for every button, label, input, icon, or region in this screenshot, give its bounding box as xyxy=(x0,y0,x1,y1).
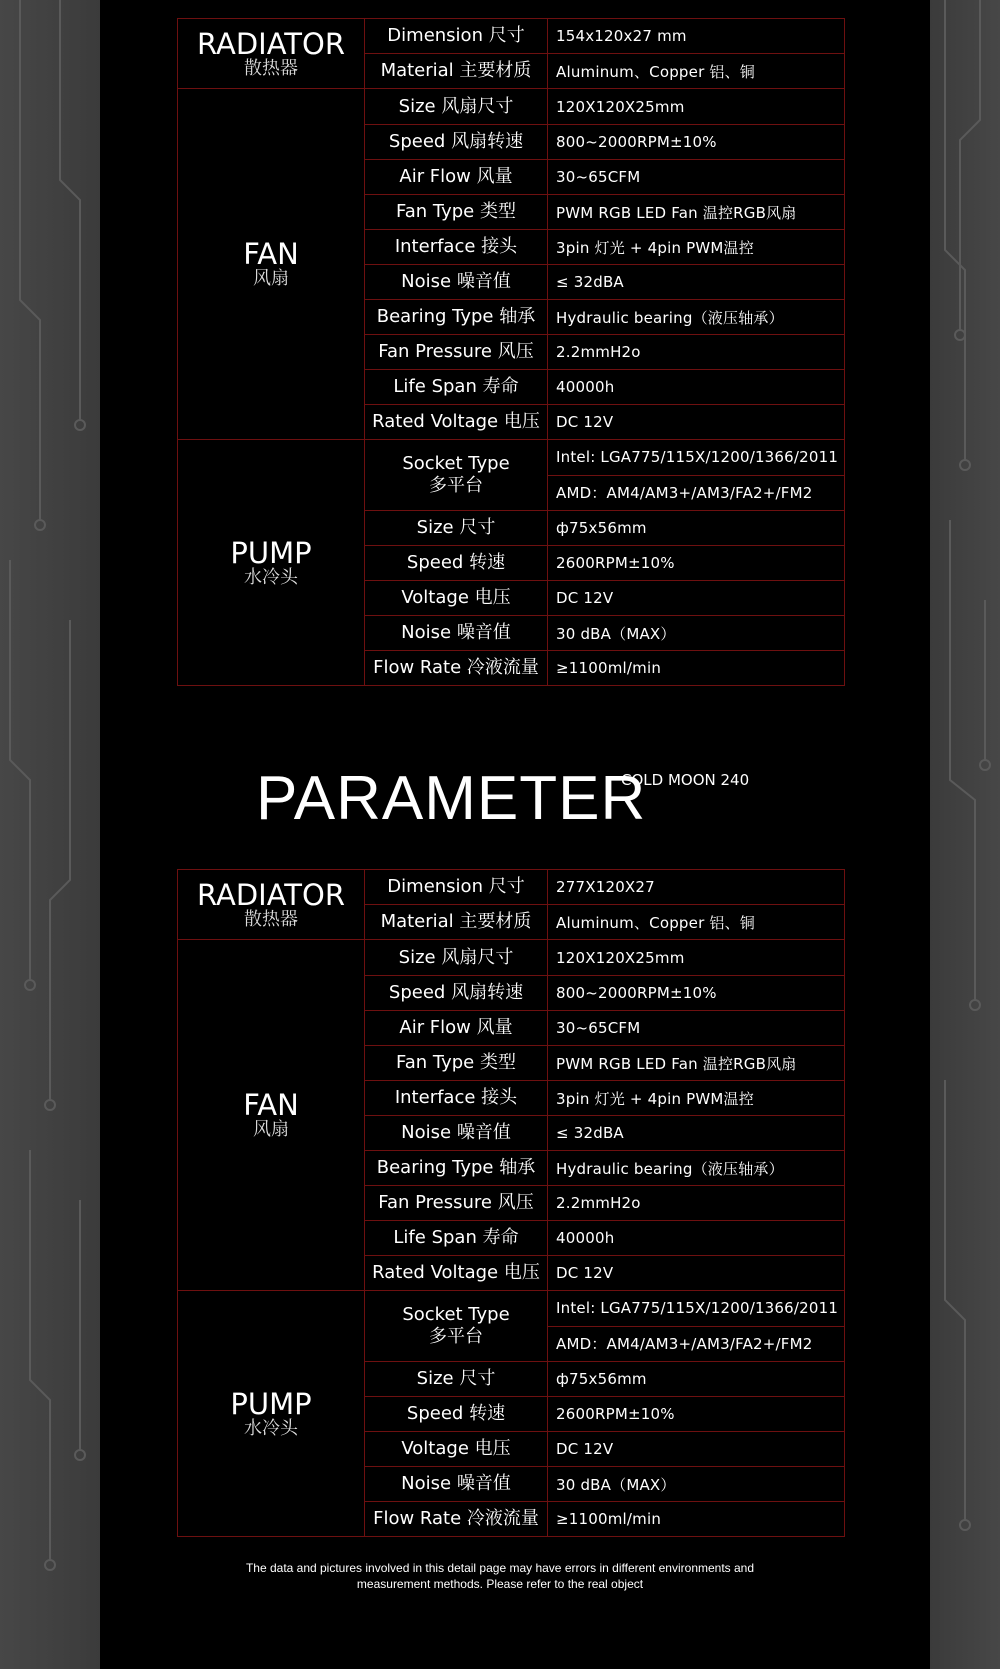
table-row xyxy=(178,870,845,905)
spec-value: 2.2mmH2o xyxy=(548,1186,845,1221)
table-row xyxy=(178,440,845,511)
spec-value: DC 12V xyxy=(548,1256,845,1291)
spec-value: ≥1100ml/min xyxy=(548,1502,845,1537)
socket-intel: Intel: LGA775/115X/1200/1366/2011 xyxy=(556,1299,839,1318)
spec-label: Dimension 尺寸 xyxy=(365,870,548,905)
fan-group xyxy=(178,89,365,440)
spec-label: Noise 噪音值 xyxy=(365,616,548,651)
socket-values xyxy=(548,1291,845,1362)
spec-value: Hydraulic bearing（液压轴承） xyxy=(548,1151,845,1186)
socket-amd: AMD：AM4/AM3+/AM3/FA2+/FM2 xyxy=(548,1326,844,1362)
table-row xyxy=(178,89,845,125)
group-title: FAN xyxy=(243,237,299,271)
spec-value: 120X120X25mm xyxy=(548,940,845,976)
spec-value: PWM RGB LED Fan 温控RGB风扇 xyxy=(548,1046,845,1081)
spec-value: 277X120X27 xyxy=(548,870,845,905)
pump-group xyxy=(178,440,365,686)
spec-label: Bearing Type 轴承 xyxy=(365,300,548,335)
group-subtitle: 风扇 xyxy=(253,1119,289,1140)
spec-value: DC 12V xyxy=(548,405,845,440)
spec-label: Interface 接头 xyxy=(365,1081,548,1116)
pump-group xyxy=(178,1291,365,1537)
spec-value: ф75x56mm xyxy=(548,1362,845,1397)
spec-label: Fan Pressure 风压 xyxy=(365,1186,548,1221)
socket-type-label xyxy=(365,1291,548,1362)
table-row xyxy=(178,1291,845,1362)
spec-label: Interface 接头 xyxy=(365,230,548,265)
spec-value: ≥1100ml/min xyxy=(548,651,845,686)
spec-label: Rated Voltage 电压 xyxy=(365,1256,548,1291)
spec-label: Noise 噪音值 xyxy=(365,265,548,300)
group-title: RADIATOR xyxy=(197,26,345,61)
spec-value: 30 dBA（MAX） xyxy=(548,1467,845,1502)
spec-label: Air Flow 风量 xyxy=(365,1011,548,1046)
spec-label: Material 主要材质 xyxy=(365,54,548,89)
page-title: PARAMETER xyxy=(256,764,647,833)
spec-value: DC 12V xyxy=(548,581,845,616)
spec-label: Air Flow 风量 xyxy=(365,160,548,195)
circuit-pattern-right xyxy=(930,0,1000,1669)
spec-label: Size 尺寸 xyxy=(365,1362,548,1397)
group-subtitle: 风扇 xyxy=(253,268,289,289)
left-circuit-panel xyxy=(0,0,100,1669)
spec-label: Flow Rate 冷液流量 xyxy=(365,651,548,686)
socket-intel: Intel: LGA775/115X/1200/1366/2011 xyxy=(556,448,839,467)
spec-label: Voltage 电压 xyxy=(365,1432,548,1467)
spec-value: Hydraulic bearing（液压轴承） xyxy=(548,300,845,335)
spec-label: Dimension 尺寸 xyxy=(365,19,548,54)
table-row xyxy=(178,19,845,54)
spec-label: Bearing Type 轴承 xyxy=(365,1151,548,1186)
spec-value: 40000h xyxy=(548,1221,845,1256)
spec-value: 120X120X25mm xyxy=(548,89,845,125)
model-name: COLD MOON 240 xyxy=(621,771,750,789)
right-circuit-panel xyxy=(930,0,1000,1669)
spec-label: Size 风扇尺寸 xyxy=(365,940,548,976)
disclaimer-text: The data and pictures involved in this detail page may have errors in different environments and measurement methods. Please refer to the real object xyxy=(245,1561,755,1591)
spec-value: ≤ 32dBA xyxy=(548,265,845,300)
socket-label-cn: 多平台 xyxy=(429,475,483,496)
table-row xyxy=(178,940,845,976)
spec-value: 30 dBA（MAX） xyxy=(548,616,845,651)
spec-label: Size 尺寸 xyxy=(365,511,548,546)
spec-value: Aluminum、Copper 铝、铜 xyxy=(548,905,845,940)
group-title: PUMP xyxy=(230,535,312,570)
spec-value: 154x120x27 mm xyxy=(548,19,845,54)
spec-label: Noise 噪音值 xyxy=(365,1116,548,1151)
circuit-pattern-left xyxy=(0,0,100,1669)
spec-label: Life Span 寿命 xyxy=(365,370,548,405)
spec-value: 2.2mmH2o xyxy=(548,335,845,370)
spec-label: Rated Voltage 电压 xyxy=(365,405,548,440)
group-subtitle: 水冷头 xyxy=(244,1417,298,1439)
spec-value: 2600RPM±10% xyxy=(548,546,845,581)
spec-label: Noise 噪音值 xyxy=(365,1467,548,1502)
socket-label-en: Socket Type xyxy=(402,1304,510,1325)
socket-amd: AMD：AM4/AM3+/AM3/FA2+/FM2 xyxy=(548,475,844,511)
spec-value: 30~65CFM xyxy=(548,160,845,195)
spec-table-1 xyxy=(177,18,845,686)
spec-value: DC 12V xyxy=(548,1432,845,1467)
fan-group xyxy=(178,940,365,1291)
socket-label-en: Socket Type xyxy=(402,453,510,474)
group-subtitle: 散热器 xyxy=(244,908,298,930)
spec-label: Speed 转速 xyxy=(365,1397,548,1432)
spec-value: ф75x56mm xyxy=(548,511,845,546)
spec-value: PWM RGB LED Fan 温控RGB风扇 xyxy=(548,195,845,230)
spec-label: Flow Rate 冷液流量 xyxy=(365,1502,548,1537)
group-title: PUMP xyxy=(230,1386,312,1421)
spec-value: 30~65CFM xyxy=(548,1011,845,1046)
spec-label: Fan Pressure 风压 xyxy=(365,335,548,370)
spec-label: Life Span 寿命 xyxy=(365,1221,548,1256)
spec-value: 800~2000RPM±10% xyxy=(548,125,845,160)
spec-label: Size 风扇尺寸 xyxy=(365,89,548,125)
socket-values xyxy=(548,440,845,511)
spec-value: ≤ 32dBA xyxy=(548,1116,845,1151)
spec-label: Speed 风扇转速 xyxy=(365,125,548,160)
spec-table-2 xyxy=(177,869,845,1537)
spec-value: 3pin 灯光 + 4pin PWM温控 xyxy=(548,230,845,265)
socket-label-cn: 多平台 xyxy=(429,1326,483,1347)
group-title: RADIATOR xyxy=(197,877,345,912)
radiator-group xyxy=(178,870,365,940)
spec-label: Fan Type 类型 xyxy=(365,195,548,230)
spec-label: Fan Type 类型 xyxy=(365,1046,548,1081)
group-subtitle: 散热器 xyxy=(244,57,298,79)
spec-value: Aluminum、Copper 铝、铜 xyxy=(548,54,845,89)
spec-label: Speed 风扇转速 xyxy=(365,976,548,1011)
spec-label: Material 主要材质 xyxy=(365,905,548,940)
spec-value: 2600RPM±10% xyxy=(548,1397,845,1432)
spec-value: 40000h xyxy=(548,370,845,405)
group-subtitle: 水冷头 xyxy=(244,566,298,588)
spec-label: Speed 转速 xyxy=(365,546,548,581)
spec-value: 3pin 灯光 + 4pin PWM温控 xyxy=(548,1081,845,1116)
group-title: FAN xyxy=(243,1088,299,1122)
spec-value: 800~2000RPM±10% xyxy=(548,976,845,1011)
socket-type-label xyxy=(365,440,548,511)
spec-label: Voltage 电压 xyxy=(365,581,548,616)
radiator-group xyxy=(178,19,365,89)
